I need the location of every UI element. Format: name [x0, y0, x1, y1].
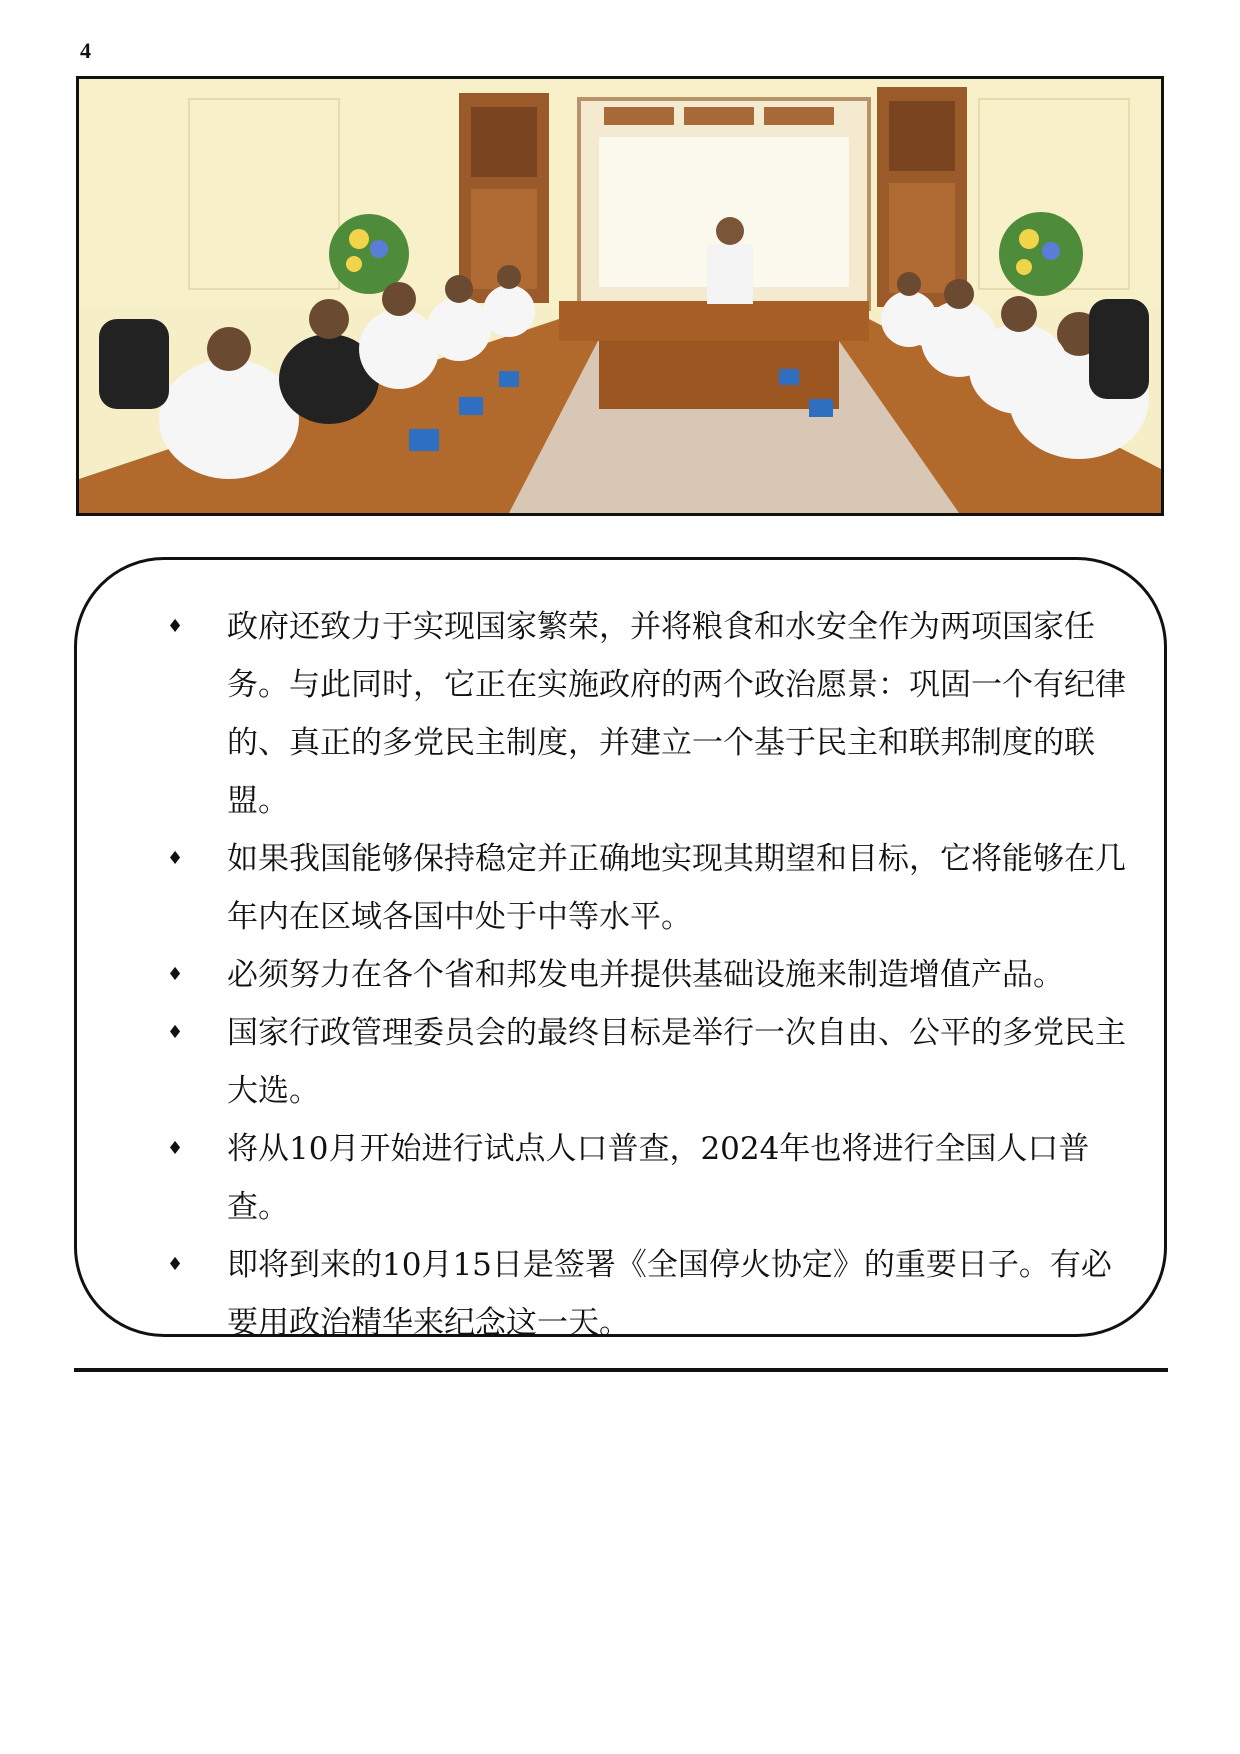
key-point-text: 国家行政管理委员会的最终目标是举行一次自由、公平的多党民主大选。 [227, 1015, 1126, 1109]
meeting-room-illustration [79, 79, 1161, 513]
diamond-bullet-icon: ♦ [167, 1138, 184, 1159]
key-point-item [127, 1120, 1127, 1236]
key-point-text: 将从10月开始进行试点人口普查，2024年也将进行全国人口普查。 [227, 1131, 1090, 1225]
section-divider [74, 1368, 1168, 1372]
diamond-bullet-icon: ♦ [167, 848, 184, 869]
diamond-bullet-icon: ♦ [167, 616, 184, 637]
page-number: 4 [80, 38, 91, 63]
key-point-text: 政府还致力于实现国家繁荣，并将粮食和水安全作为两项国家任务。与此同时，它正在实施政府的两个政治愿景：巩固一个有纪律的、真正的多党民主制度，并建立一个基于民主和联邦制度的联盟。 [227, 609, 1126, 819]
key-point-item [127, 830, 1127, 946]
key-points-box [74, 557, 1167, 1341]
diamond-bullet-icon: ♦ [167, 1254, 184, 1275]
diamond-bullet-icon: ♦ [167, 964, 184, 985]
diamond-bullet-icon: ♦ [167, 1022, 184, 1043]
key-point-text: 必须努力在各个省和邦发电并提供基础设施来制造增值产品。 [227, 957, 1064, 993]
key-point-item [127, 1236, 1127, 1352]
key-points-list [127, 598, 1127, 1352]
key-point-item [127, 946, 1127, 1004]
key-point-item [127, 598, 1127, 830]
meeting-photo [76, 76, 1164, 516]
key-point-text: 即将到来的10月15日是签署《全国停火协定》的重要日子。有必要用政治精华来纪念这一天。 [227, 1247, 1112, 1341]
key-point-item [127, 1004, 1127, 1120]
key-point-text: 如果我国能够保持稳定并正确地实现其期望和目标，它将能够在几年内在区域各国中处于中等水平。 [227, 841, 1126, 935]
